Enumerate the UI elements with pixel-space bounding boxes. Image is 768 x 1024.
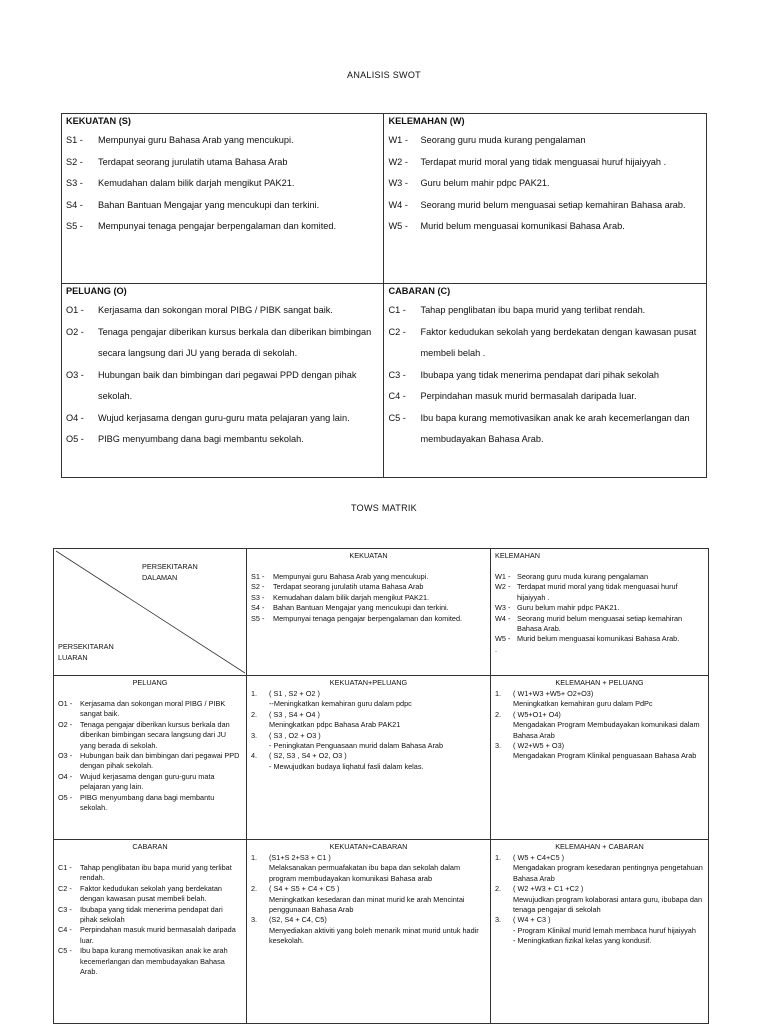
list-item [384,300,706,322]
strategy-number: 4. [251,751,258,761]
tows-cabaran-cell [54,840,247,1024]
item-code: C2 - [388,326,406,337]
list-item [62,365,383,408]
item-code: W1 - [495,572,511,581]
item-code: O1 - [66,305,84,315]
strategy-number: 3. [495,915,502,925]
strategy-number: 1. [495,853,502,862]
item-text: Seorang murid belum menguasai setiap kemahiran Bahasa arab. [420,199,686,210]
strategy-text: Melaksanakan permuafakatan ibu bapa dan sekolah dalam program membudayakan komunikasi Bahasa arab [269,863,461,883]
item-text: Perpindahan masuk murid bermasalah daripada luar. [420,391,637,401]
item-code: O4 - [66,412,84,423]
list-item [54,905,246,926]
swot-table [61,113,707,478]
tows-kelemahan-cell [491,549,709,676]
strategy-number: 3. [251,915,258,925]
item-code: S4 - [66,199,83,210]
list-item [54,925,246,946]
strategy-item [247,884,490,915]
list-item [62,195,383,217]
kelemahan-cell [384,114,707,284]
item-code: S3 - [251,592,265,602]
item-code: O3 - [58,751,73,761]
list-item [247,593,490,603]
tows-kekuatan-cell [247,549,491,676]
item-code: S3 - [66,178,83,188]
wt-title: KELEMAHAN + CABARAN [555,842,644,851]
strategy-code: ( S1 , S2 + O2 ) [269,689,320,698]
list-item [54,699,246,720]
item-text: Tahap penglibatan ibu bapa murid yang terlibat rendah. [420,305,646,315]
tows-peluang-title: PELUANG [132,678,168,687]
item-text: Ibu bapa kurang memotivasikan anak ke arah kecemerlangan dan membudayakan Bahasa Arab. [420,412,690,444]
item-text: Faktor kedudukan sekolah yang berdekatan dengan kawasan pusat membeli belah. [80,883,222,904]
list-item [491,614,708,635]
strategy-text: Mengadakan Program Membudayakan komunikasi dalam Bahasa Arab [513,720,700,740]
item-text: Wujud kerjasama dengan guru-guru mata pelajaran yang lain. [98,412,350,423]
strategy-text: Meningkatkan kemahiran guru dalam PdPc [513,699,653,709]
list-item [54,751,246,772]
strategy-item [247,915,490,946]
item-code: O1 - [58,699,73,708]
item-text: Mempunyai tenaga pengajar berpengalaman dan komited. [98,221,337,231]
item-text: Seorang guru muda kurang pengalaman [517,572,649,581]
item-code: W3 - [388,178,408,188]
strategy-text: Mewujudkan program kolaborasi antara guru, ibubapa dan tenaga pengajar di sekolah [513,894,703,915]
corner-dalaman: PERSEKITARAN DALAMAN [142,562,198,582]
item-text: Tenaga pengajar diberikan kursus berkala dan diberikan bimbingan secara langsung dari JU yang berada di sekolah. [98,326,372,358]
list-item [62,429,383,451]
list-item [62,216,383,238]
strategy-number: 3. [251,730,258,740]
strategy-number: 1. [251,853,258,862]
item-text: Terdapat seorang jurulatih utama Bahasa Arab [98,156,288,167]
list-item [384,173,706,195]
item-text: Kemudahan dalam bilik darjah mengikut PAK21. [98,178,295,188]
corner-luaran: PERSEKITARAN LUARAN [58,642,114,662]
wt-cell [491,840,709,1024]
item-text: Terdapat seorang jurulatih utama Bahasa Arab [273,582,424,592]
list-item [54,772,246,793]
strategy-code: ( W2+W5 + O3) [513,741,565,751]
item-text: Murid belum menguasai komunikasi Bahasa Arab. [420,221,625,231]
strategy-text: Mengadakan program kesedaran pentingnya pengetahuan Bahasa Arab [513,863,703,883]
item-code: S1 - [66,135,83,145]
strategy-item [491,853,708,884]
item-text: Mempunyai guru Bahasa Arab yang mencukupi. [273,572,429,581]
wo-title: KELEMAHAN + PELUANG [555,678,644,687]
strategy-code: ( W2 +W3 + C1 +C2 ) [513,884,584,894]
st-title: KEKUATAN+CABARAN [329,842,408,851]
list-item [247,614,490,624]
list-item [384,322,706,365]
list-item [54,720,246,751]
list-item [491,582,708,603]
item-text: Seorang murid belum menguasai setiap kemahiran Bahasa Arab. [517,613,683,634]
list-item [62,130,383,152]
item-text: Kerjasama dan sokongan moral PIBG / PIBK sangat baik. [98,305,333,315]
item-code: S2 - [66,156,83,167]
strategy-code: ( W5+O1+ O4) [513,709,561,719]
list-item [54,946,246,977]
tows-table [53,548,709,1024]
cabaran-title: CABARAN (C) [388,286,451,296]
list-item [384,365,706,387]
strategy-code: (S1+S 2+S3 + C1 ) [269,853,331,862]
so-cell [247,676,491,840]
strategy-code: ( S2, S3 , S4 + O2, O3 ) [269,751,347,761]
item-text: Kerjasama dan sokongan moral PIBG / PIBK sangat baik. [80,699,226,719]
swot-title: ANALISIS SWOT [347,70,421,80]
cabaran-cell [384,284,707,478]
list-item [491,572,708,582]
item-code: O3 - [66,369,84,380]
item-code: C3 - [58,904,72,914]
strategy-code: ( W5 + C4+C5 ) [513,853,565,862]
item-code: C4 - [58,925,72,935]
strategy-number: 2. [251,884,258,894]
strategy-code: ( W4 + C3 ) [513,915,551,925]
item-text: Seorang guru muda kurang pengalaman [420,135,586,145]
item-text: Wujud kerjasama dengan guru-guru mata pelajaran yang lain. [80,771,215,792]
strategy-number: 2. [251,709,258,719]
list-item [62,173,383,195]
item-code: C5 - [388,412,406,423]
so-title: KEKUATAN+PELUANG [329,678,408,687]
item-text: Faktor kedudukan sekolah yang berdekatan dengan kawasan pusat membeli belah . [420,326,697,358]
strategy-number: 1. [495,689,502,698]
peluang-title: PELUANG (O) [66,286,127,296]
item-code: C5 - [58,946,72,956]
item-code: S1 - [251,572,265,581]
list-item [384,130,706,152]
item-code: S5 - [66,221,83,231]
st-cell [247,840,491,1024]
strategy-code: (S2, S4 + C4, C5) [269,915,327,925]
item-text: Terdapat murid moral yang tidak menguasai huruf hijaiyyah . [517,582,678,602]
list-item [54,793,246,814]
item-code: O5 - [58,792,73,802]
item-code: W2 - [495,582,511,592]
item-code: S4 - [251,603,265,613]
item-code: C1 - [58,863,72,872]
list-item [54,884,246,905]
list-item [491,634,708,644]
item-code: O2 - [58,719,73,729]
item-text: Ibubapa yang tidak menerima pendapat dari pihak sekolah [80,904,223,925]
strategy-item [491,915,708,925]
list-item [247,572,490,582]
item-text: Mempunyai guru Bahasa Arab yang mencukupi. [98,135,294,145]
strategy-item [247,751,490,772]
strategy-code: ( W1+W3 +W5+ O2+O3) [513,689,594,698]
list-item [62,408,383,430]
strategy-text: --Meningkatkan kemahiran guru dalam pdpc [269,699,412,709]
tows-peluang-cell [54,676,247,840]
strategy-text: Meningkatkan pdpc Bahasa Arab PAK21 [269,720,401,730]
item-text: Perpindahan masuk murid bermasalah daripada luar. [80,925,236,945]
item-text: PIBG menyumbang dana bagi membantu sekolah. [80,792,215,813]
item-code: W1 - [388,135,408,145]
item-text: Bahan Bantuan Mengajar yang mencukupi dan terkini. [273,603,449,613]
strategy-code: ( S4 + S5 + C4 + C5 ) [269,884,340,894]
strategy-code: ( S3 , S4 + O4 ) [269,709,320,719]
tows-kelemahan-title: KELEMAHAN [495,551,541,560]
item-text: Ibubapa yang tidak menerima pendapat dari pihak sekolah [420,369,660,380]
trailing-dot: . [495,644,498,654]
strategy-text: - Peningkatan Penguasaan murid dalam Bahasa Arab [269,741,444,751]
item-code: W5 - [388,221,408,231]
list-item [384,195,706,217]
item-text: Guru belum mahir pdpc PAK21. [420,178,550,188]
list-item [384,216,706,238]
item-text: Tahap penglibatan ibu bapa murid yang terlibat rendah. [80,863,232,883]
item-text: Terdapat murid moral yang tidak menguasai huruf hijaiyyah . [420,156,667,167]
item-text: Guru belum mahir pdpc PAK21. [517,603,620,613]
item-code: C4 - [388,391,406,401]
tows-title: TOWS MATRIK [351,503,417,513]
strategy-extra: - Program Klinikal murid lemah membaca huruf hijaiyyah [513,925,696,935]
item-text: PIBG menyumbang dana bagi membantu sekolah. [98,434,304,444]
strategy-item [491,741,708,762]
strategy-text: Menyediakan aktiviti yang boleh menarik minat murid untuk hadir kesekolah. [269,925,479,946]
tows-cabaran-title: CABARAN [132,842,168,851]
item-code: W2 - [388,156,408,167]
strategy-number: 2. [495,709,502,719]
strategy-text: Meningkatkan kesedaran dan minat murid ke arah Mencintai penggunaan Bahasa Arab [269,894,465,915]
strategy-text: Mengadakan Program Klinikal penguasaan Bahasa Arab [513,751,697,761]
item-code: W5 - [495,634,511,644]
item-code: W4 - [388,199,408,210]
list-item [247,603,490,613]
list-item [62,152,383,174]
tows-kekuatan-title: KEKUATAN [349,551,388,560]
item-code: O2 - [66,326,84,337]
item-text: Kemudahan dalam bilik darjah mengikut PAK21. [273,592,430,602]
item-code: O4 - [58,771,73,781]
item-code: C3 - [388,369,406,380]
item-text: Hubungan baik dan bimbingan dari pegawai PPD dengan pihak sekolah. [98,369,357,401]
corner-cell [54,549,247,676]
strategy-item [491,710,708,741]
strategy-item [491,884,708,915]
strategy-code: ( S3 , O2 + O3 ) [269,730,321,740]
item-text: Hubungan baik dan bimbingan dari pegawai PPD dengan pihak sekolah. [80,751,240,771]
item-text: Murid belum menguasai komunikasi Bahasa Arab. [517,634,680,644]
item-text: Mempunyai tenaga pengajar berpengalaman dan komited. [273,613,463,623]
list-item [491,603,708,613]
kekuatan-title: KEKUATAN (S) [66,116,131,126]
list-item [384,386,706,408]
item-code: W4 - [495,613,511,623]
item-code: C2 - [58,883,72,893]
wo-cell [491,676,709,840]
strategy-item [247,853,490,884]
list-item [247,582,490,592]
item-text: Ibu bapa kurang memotivasikan anak ke arah kecemerlangan dan membudayakan Bahasa Arab. [80,946,228,977]
strategy-item [247,689,490,710]
list-item [54,863,246,884]
strategy-item [247,710,490,731]
strategy-item [491,689,708,710]
strategy-extra: - Meningkatkan fizikal kelas yang kondusif. [513,936,652,946]
list-item [384,152,706,174]
item-code: W3 - [495,603,511,613]
strategy-number: 2. [495,884,502,894]
strategy-number: 1. [251,689,258,698]
item-code: S2 - [251,582,265,592]
item-text: Bahan Bantuan Mengajar yang mencukupi dan terkini. [98,199,320,210]
list-item [62,300,383,322]
list-item [384,408,706,451]
item-code: S5 - [251,613,265,623]
strategy-item [247,731,490,752]
peluang-cell [62,284,384,478]
item-code: O5 - [66,434,84,444]
strategy-number: 3. [495,741,502,751]
strategy-text: - Mewujudkan budaya liqhatul fasli dalam kelas. [269,761,424,771]
list-item [62,322,383,365]
item-text: Tenaga pengajar diberikan kursus berkala dan diberikan bimbingan secara langsung dari JU yang berada di sekolah. [80,719,230,750]
item-code: C1 - [388,305,406,315]
kekuatan-cell [62,114,384,284]
kelemahan-title: KELEMAHAN (W) [388,116,465,126]
